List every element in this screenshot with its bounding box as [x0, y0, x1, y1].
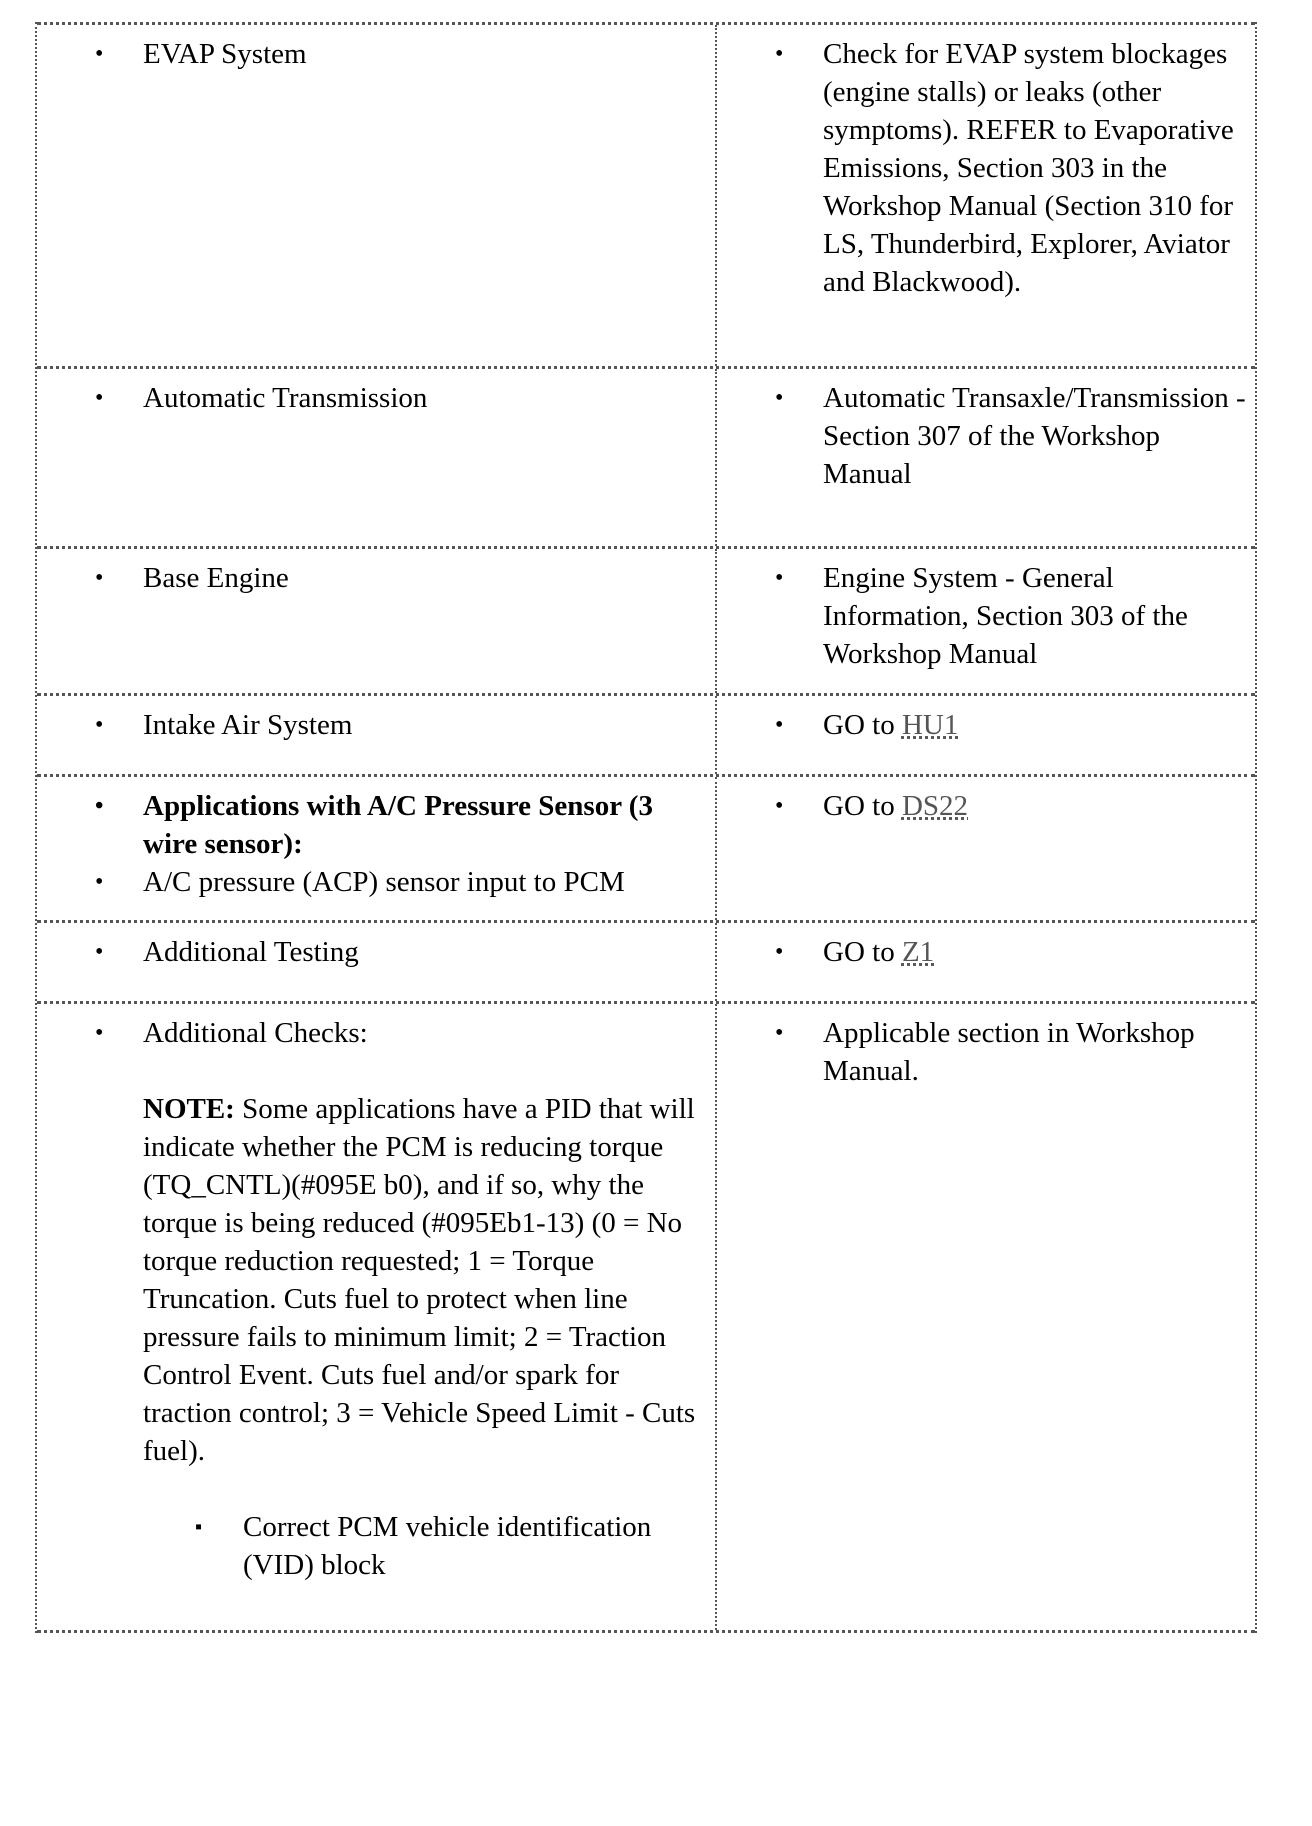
table-row [37, 22, 1255, 366]
action-cell [717, 1004, 1255, 1630]
symptom-cell [37, 549, 717, 693]
symptom-text: Automatic Transmission [143, 382, 428, 414]
list-item [95, 1014, 705, 1052]
list-item [775, 933, 1247, 971]
symptom-cell [37, 696, 717, 774]
go-to-text: GO to [823, 709, 895, 741]
action-cell [717, 777, 1255, 920]
symptom-cell [37, 369, 717, 546]
symptom-text: A/C pressure (ACP) sensor input to PCM [143, 866, 625, 898]
symptom-heading: Applications with A/C Pressure Sensor (3 wire sensor): [143, 790, 653, 860]
symptom-text: Additional Checks: [143, 1017, 368, 1049]
action-cell [717, 696, 1255, 774]
list-item [775, 1014, 1247, 1090]
note-paragraph [95, 1090, 705, 1470]
action-text: Engine System - General Information, Section 303 of the Workshop Manual [823, 562, 1188, 670]
table-row [37, 920, 1255, 1001]
note-label: NOTE: [143, 1093, 235, 1125]
list-item [775, 379, 1247, 493]
list-item [95, 559, 705, 597]
go-to-text: GO to [823, 936, 895, 968]
symptom-text: EVAP System [143, 38, 307, 70]
symptom-text: Additional Testing [143, 936, 359, 968]
action-cell [717, 25, 1255, 366]
table-row [37, 693, 1255, 774]
list-item [775, 559, 1247, 673]
action-text: Automatic Transaxle/Transmission - Section 307 of the Workshop Manual [823, 382, 1246, 490]
ds22-link[interactable]: DS22 [901, 790, 969, 822]
action-cell [717, 923, 1255, 1001]
list-item [775, 706, 1247, 744]
symptom-text: Base Engine [143, 562, 289, 594]
symptom-cell [37, 1004, 717, 1630]
list-item [95, 933, 705, 971]
hu1-link[interactable]: HU1 [901, 709, 959, 741]
go-to-text: GO to [823, 790, 895, 822]
sub-item-text: Correct PCM vehicle identification (VID) block [243, 1511, 652, 1581]
list-item [775, 35, 1247, 301]
list-item [95, 863, 705, 901]
table-row [37, 774, 1255, 920]
action-cell [717, 549, 1255, 693]
action-cell [717, 369, 1255, 546]
list-item [95, 35, 705, 73]
table-row [37, 546, 1255, 693]
action-text: Check for EVAP system blockages (engine stalls) or leaks (other symptoms). REFER to Evaporative Emissions, Section 303 in the Workshop Manual (Section 310 for LS, Thunderbird, Explorer, Aviator and Blackwood). [823, 38, 1234, 298]
symptom-text: Intake Air System [143, 709, 353, 741]
list-item [775, 787, 1247, 825]
table-row [37, 366, 1255, 546]
list-item [143, 1508, 705, 1584]
symptom-cell [37, 777, 717, 920]
list-item [95, 379, 705, 417]
action-text: Applicable section in Workshop Manual. [823, 1017, 1195, 1087]
table-row [37, 1001, 1255, 1633]
diagnostic-table [35, 22, 1257, 1633]
symptom-cell [37, 25, 717, 366]
z1-link[interactable]: Z1 [901, 936, 935, 968]
list-item [95, 787, 705, 863]
symptom-cell [37, 923, 717, 1001]
note-text: Some applications have a PID that will indicate whether the PCM is reducing torque (TQ_CNTL)(#095E b0), and if so, why the torque is being reduced (#095Eb1-13) (0 = No torque reduction requested; 1 = Torque Truncation. Cuts fuel to protect when line pressure fails to minimum limit; 2 = Traction Control Event. Cuts fuel and/or spark for traction control; 3 = Vehicle Speed Limit - Cuts fuel). [143, 1093, 696, 1467]
list-item [95, 706, 705, 744]
